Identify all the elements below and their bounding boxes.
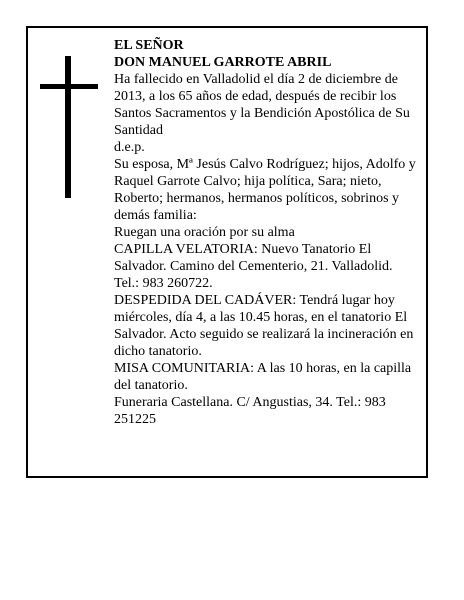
cross-icon (40, 56, 98, 198)
notice-text (114, 37, 420, 428)
farewell-paragraph: DESPEDIDA DEL CADÁVER: Tendrá lugar hoy miércoles, día 4, a las 10.45 horas, en el tanatorio El Salvador. Acto seguido se realizará la incineración en dicho tanatorio. (114, 293, 414, 359)
announcement-paragraph: Ha fallecido en Valladolid el día 2 de diciembre de 2013, a los 65 años de edad, después de recibir los Santos Sacramentos y la Bendición Apostólica de Su Santidad (114, 72, 410, 138)
funeral-chapel-paragraph: CAPILLA VELATORIA: Nuevo Tanatorio El Salvador. Camino del Cementerio, 21. Valladolid. Tel.: 983 260722. (114, 242, 393, 291)
notice-title-line1: EL SEÑOR (114, 38, 184, 53)
notice-title-line2: DON MANUEL GARROTE ABRIL (114, 55, 332, 70)
obituary-notice (26, 26, 428, 478)
prayer-line: Ruegan una oración por su alma (114, 225, 295, 240)
funeral-home-paragraph: Funeraria Castellana. C/ Angustias, 34. Tel.: 983 251225 (114, 395, 386, 427)
mass-paragraph: MISA COMUNITARIA: A las 10 horas, en la capilla del tanatorio. (114, 361, 412, 393)
rip-line: d.e.p. (114, 140, 145, 155)
family-paragraph: Su esposa, Mª Jesús Calvo Rodríguez; hijos, Adolfo y Raquel Garrote Calvo; hija política, Sara; nieto, Roberto; hermanos, hermanos políticos, sobrinos y demás familia: (114, 157, 416, 223)
